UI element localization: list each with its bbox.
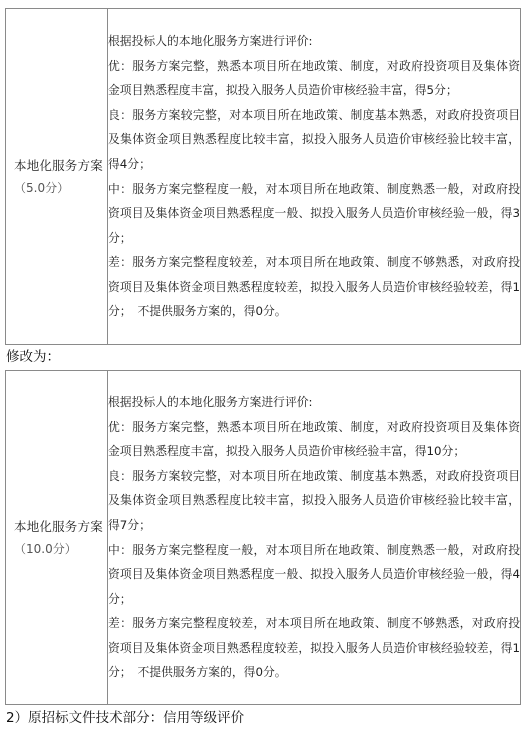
criterion-description-cell: [108, 371, 521, 705]
grade-good: 良：服务方案较完整，对本项目所在地政策、制度基本熟悉，对政府投资项目及集体资金项目熟悉程度比较丰富，拟投入服务人员造价审核经验比较丰富，得4分；: [108, 107, 520, 171]
evaluation-intro: 根据投标人的本地化服务方案进行评价:: [108, 33, 313, 48]
criterion-score: （10.0分）: [14, 541, 77, 556]
criterion-cell: [6, 371, 108, 705]
evaluation-intro: 根据投标人的本地化服务方案进行评价:: [108, 394, 313, 409]
section-heading: 2）原招标文件技术部分：信用等级评价: [6, 710, 245, 726]
criterion-name: 本地化服务方案: [14, 518, 103, 534]
table-row: [6, 9, 521, 345]
grade-excellent: 优：服务方案完整，熟悉本项目所在地政策、制度，对政府投资项目及集体资金项目熟悉程度丰富，拟投入服务人员造价审核经验丰富，得5分；: [108, 58, 520, 98]
grade-poor: 差：服务方案完整程度较差，对本项目所在地政策、制度不够熟悉，对政府投资项目及集体资金项目熟悉程度较差，拟投入服务人员造价审核经验较差，得1分； 不提供服务方案的，得0分。: [108, 616, 520, 680]
grade-poor: 差：服务方案完整程度较差，对本项目所在地政策、制度不够熟悉，对政府投资项目及集体资金项目熟悉程度较差，拟投入服务人员造价审核经验较差，得1分； 不提供服务方案的，得0分。: [108, 255, 520, 319]
table-row: [6, 371, 521, 705]
grade-excellent: 优：服务方案完整，熟悉本项目所在地政策、制度，对政府投资项目及集体资金项目熟悉程度丰富，拟投入服务人员造价审核经验丰富，得10分；: [108, 419, 520, 459]
grade-average: 中：服务方案完整程度一般，对本项目所在地政策、制度熟悉一般，对政府投资项目及集体资金项目熟悉程度一般、拟投入服务人员造价审核经验一般，得3分；: [108, 181, 520, 245]
grade-good: 良：服务方案较完整，对本项目所在地政策、制度基本熟悉，对政府投资项目及集体资金项目熟悉程度比较丰富，拟投入服务人员造价审核经验比较丰富，得7分；: [108, 468, 520, 532]
criterion-score: （5.0分）: [14, 180, 70, 195]
original-scoring-table: [5, 8, 521, 345]
revised-scoring-table: [5, 370, 521, 705]
criterion-name: 本地化服务方案: [14, 157, 103, 173]
revised-heading: 修改为：: [6, 349, 60, 365]
criterion-cell: [6, 9, 108, 345]
grade-average: 中：服务方案完整程度一般，对本项目所在地政策、制度熟悉一般，对政府投资项目及集体资金项目熟悉程度一般、拟投入服务人员造价审核经验一般，得4分；: [108, 542, 520, 606]
criterion-description-cell: [108, 9, 521, 345]
